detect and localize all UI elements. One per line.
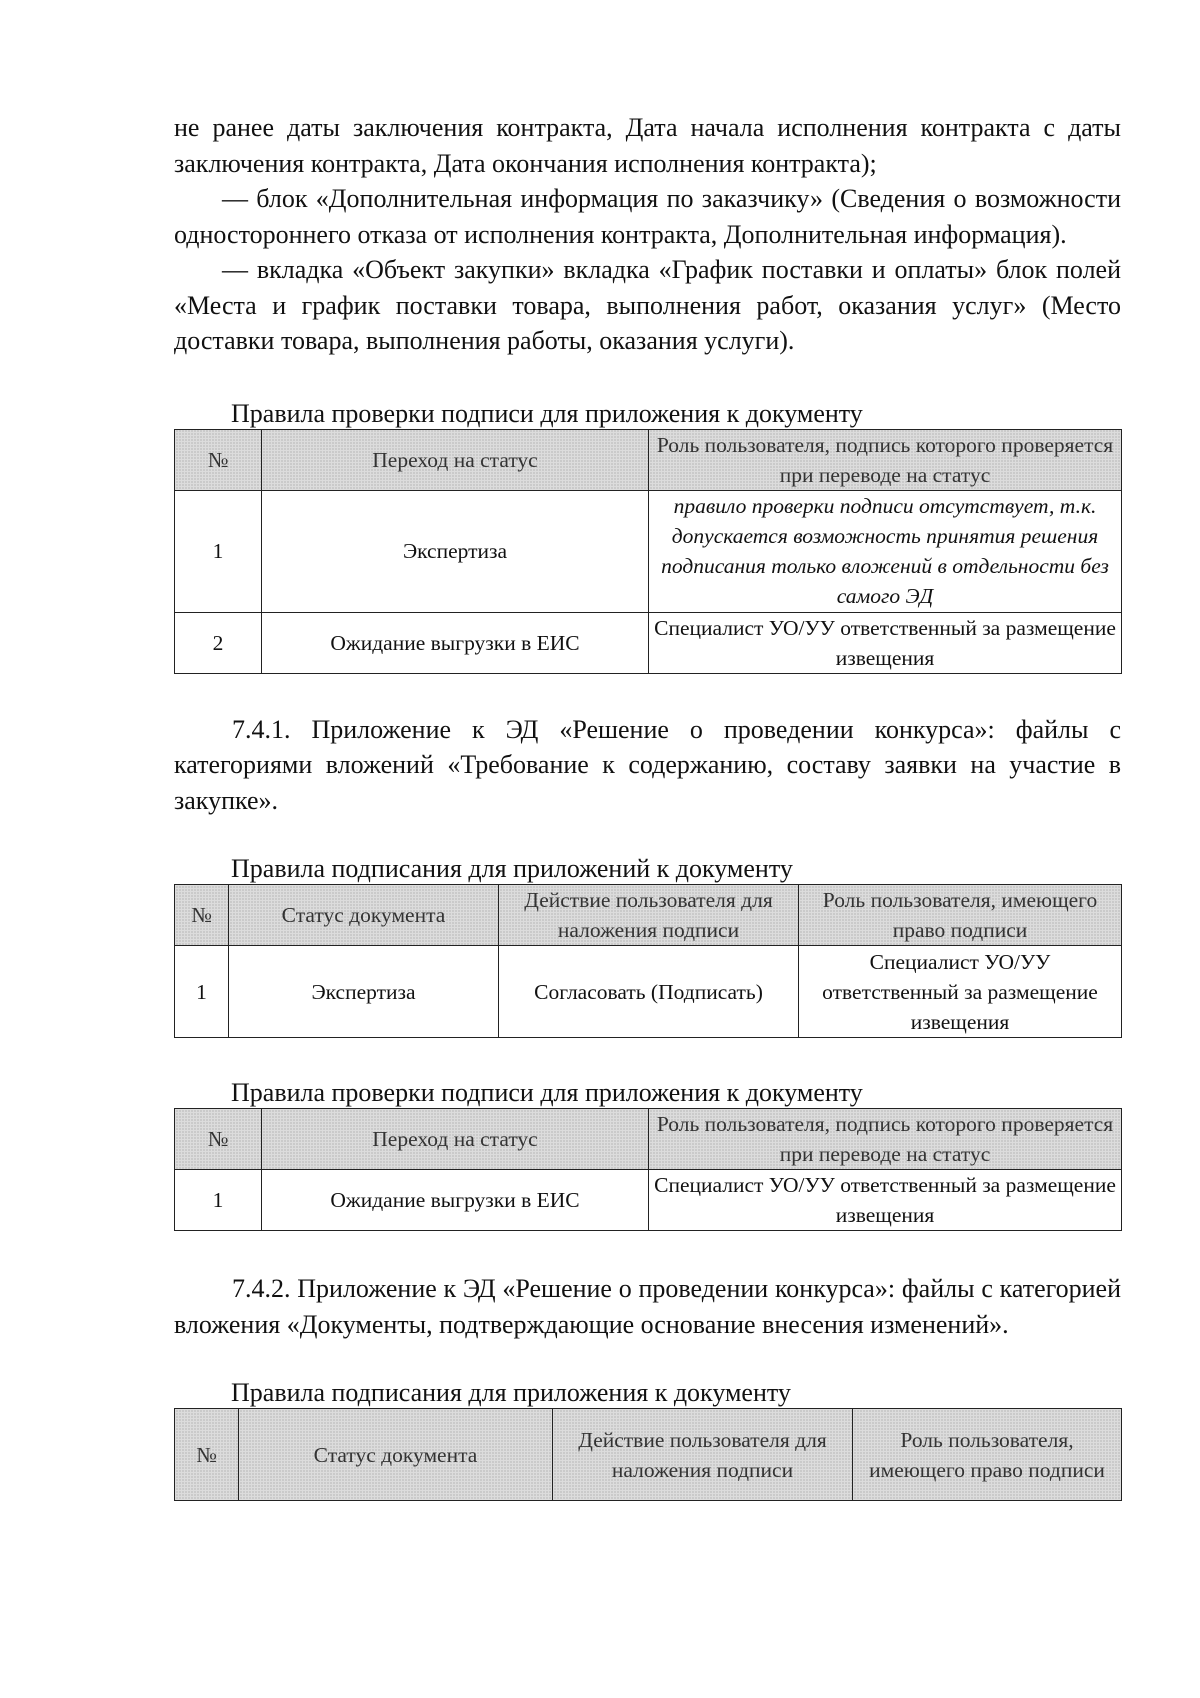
cell-number: 1 — [175, 946, 229, 1038]
cell-number: 1 — [175, 490, 262, 612]
cell-action: Согласовать (Подписать) — [499, 946, 799, 1038]
header-transition-status: Переход на статус — [262, 429, 649, 490]
cell-number: 1 — [175, 1170, 262, 1231]
header-user-action: Действие пользователя для наложения подписи — [553, 1409, 853, 1501]
paragraph-contract-dates: не ранее даты заключения контракта, Дата начала исполнения контракта с даты заключения контракта, Дата окончания исполнения контракта); — [174, 113, 1121, 178]
signature-check-table-1 — [174, 429, 1122, 674]
cell-status: Ожидание выгрузки в ЕИС — [262, 612, 649, 673]
table-header-row — [175, 885, 1122, 946]
paragraph-section-7-4-2: 7.4.2. Приложение к ЭД «Решение о проведении конкурса»: файлы с категорией вложения «Документы, подтверждающие основание внесения изменений». — [174, 1274, 1121, 1339]
header-document-status: Статус документа — [229, 885, 499, 946]
paragraph-customer-info-block: — блок «Дополнительная информация по заказчику» (Сведения о возможности одностороннего отказа от исполнения контракта, Дополнительная информация). — [174, 184, 1121, 249]
cell-role: Специалист УО/УУ ответственный за размещение извещения — [649, 1170, 1122, 1231]
table-row — [175, 1170, 1122, 1231]
header-checked-role: Роль пользователя, подпись которого проверяется при переводе на статус — [649, 1109, 1122, 1170]
header-number: № — [175, 885, 229, 946]
document-page — [174, 110, 1121, 1501]
signing-rules-table-1 — [174, 884, 1122, 1038]
signing-rules-table-2 — [174, 1408, 1122, 1501]
cell-role: Специалист УО/УУ ответственный за размещение извещения — [799, 946, 1122, 1038]
table3-caption: Правила проверки подписи для приложения к документу — [231, 1078, 863, 1107]
cell-status: Экспертиза — [229, 946, 499, 1038]
header-number: № — [175, 429, 262, 490]
header-transition-status: Переход на статус — [262, 1109, 649, 1170]
header-number: № — [175, 1109, 262, 1170]
cell-status: Ожидание выгрузки в ЕИС — [262, 1170, 649, 1231]
header-number: № — [175, 1409, 239, 1501]
header-checked-role: Роль пользователя, подпись которого проверяется при переводе на статус — [649, 429, 1122, 490]
header-document-status: Статус документа — [239, 1409, 553, 1501]
cell-status: Экспертиза — [262, 490, 649, 612]
table-header-row — [175, 1409, 1122, 1501]
table-row — [175, 946, 1122, 1038]
header-user-action: Действие пользователя для наложения подписи — [499, 885, 799, 946]
cell-number: 2 — [175, 612, 262, 673]
table-row — [175, 490, 1122, 612]
header-signing-role: Роль пользователя, имеющего право подписи — [853, 1409, 1122, 1501]
table-header-row — [175, 429, 1122, 490]
cell-role: Специалист УО/УУ ответственный за размещение извещения — [649, 612, 1122, 673]
paragraph-procurement-object-tab: — вкладка «Объект закупки» вкладка «График поставки и оплаты» блок полей «Места и график поставки товара, выполнения работ, оказания услуг» (Место доставки товара, выполнения работы, оказания услуги). — [174, 255, 1121, 355]
header-signing-role: Роль пользователя, имеющего право подписи — [799, 885, 1122, 946]
table-row — [175, 612, 1122, 673]
table2-caption: Правила подписания для приложений к документу — [231, 854, 793, 883]
table-header-row — [175, 1109, 1122, 1170]
signature-check-table-2 — [174, 1108, 1122, 1231]
cell-role: правило проверки подписи отсутствует, т.к. допускается возможность принятия решения подписания только вложений в отдельности без самого ЭД — [649, 490, 1122, 612]
table4-caption: Правила подписания для приложения к документу — [231, 1378, 791, 1407]
table1-caption: Правила проверки подписи для приложения к документу — [231, 398, 863, 428]
paragraph-section-7-4-1: 7.4.1. Приложение к ЭД «Решение о проведении конкурса»: файлы с категориями вложений «Требование к содержанию, составу заявки на участие в закупке». — [174, 714, 1121, 815]
